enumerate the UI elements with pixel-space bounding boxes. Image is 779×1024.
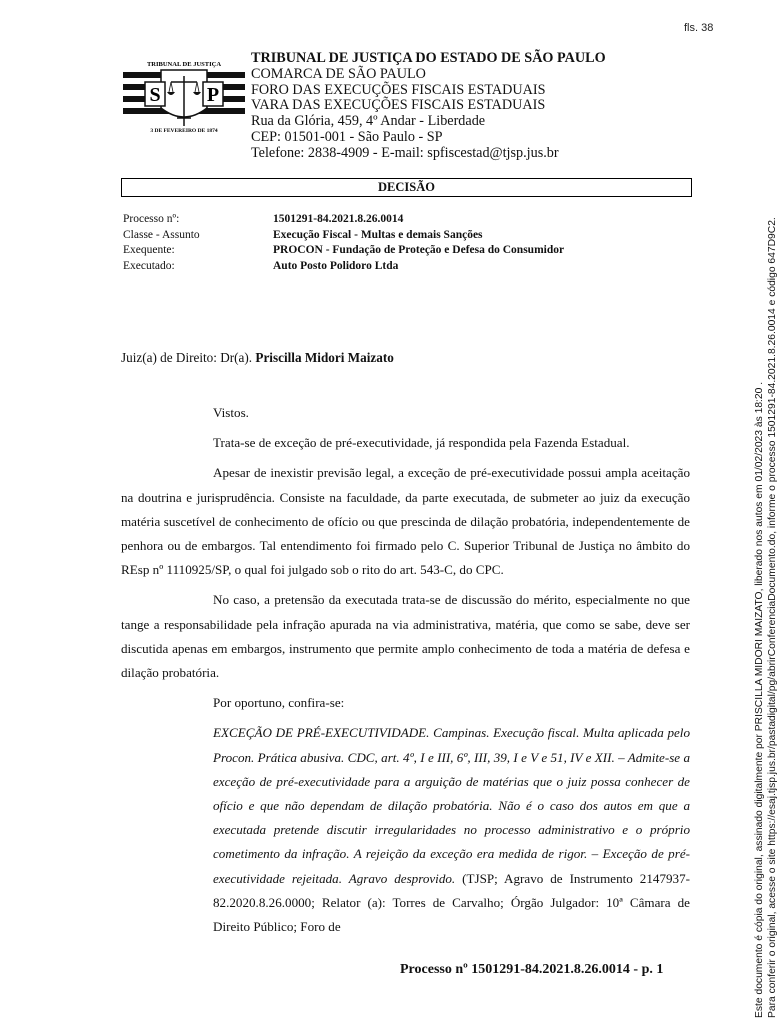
court-seal-icon <box>121 46 247 134</box>
seal-bottom-text: 3 DE FEVEREIRO DE 1874 <box>150 128 218 134</box>
court-line: FORO DAS EXECUÇÕES FISCAIS ESTADUAIS <box>251 81 546 98</box>
paragraph: Trata-se de exceção de pré-executividade, já respondida pela Fazenda Estadual. <box>213 435 630 451</box>
judge-line <box>121 350 394 366</box>
case-info-label: Exequente: <box>123 244 175 256</box>
document-title: DECISÃO <box>121 178 692 197</box>
seal-letter-left: S <box>149 84 161 106</box>
case-info-label: Classe - Assunto <box>123 228 200 241</box>
court-line: COMARCA DE SÃO PAULO <box>251 65 426 82</box>
decision-body <box>121 401 690 939</box>
page-footer: Processo nº 1501291-84.2021.8.26.0014 - p. 1 <box>400 962 664 977</box>
case-info-row <box>123 212 564 228</box>
court-line: Rua da Glória, 459, 4º Andar - Liberdade <box>251 113 486 130</box>
quote-citation: (TJSP; Agravo de Instrumento 2147937-82.2020.8.26.0000; Relator (a): Torres de Carvalho; Órgão Julgador: 10ª Câmara de Direito Público; Foro de <box>213 870 690 935</box>
case-info-row <box>123 228 564 244</box>
paragraph: Por oportuno, confira-se: <box>213 695 345 711</box>
case-info-label: Executado: <box>123 259 175 272</box>
jurisprudence-quote <box>213 721 690 939</box>
court-line: Telefone: 2838-4909 - E-mail: spfiscestad@tjsp.jus.br <box>251 144 559 161</box>
judge-prefix: Juiz(a) de Direito: Dr(a). <box>121 350 253 365</box>
case-info-label: Processo nº: <box>123 213 180 225</box>
case-info-value: PROCON - Fundação de Proteção e Defesa do Consumidor <box>273 244 565 256</box>
case-info <box>123 212 564 274</box>
paragraph: Vistos. <box>213 405 249 420</box>
paragraph: No caso, a pretensão da executada trata-se de discussão do mérito, especialmente no que tange a responsabilidade pela infração apurada na via administrativa, matéria, que como se sabe, deve ser discutida apenas em embargos, instrumento que permite amplo conhecimento de toda a matéria de defesa e dilação probatória. <box>121 592 690 681</box>
page-label: fls. 38 <box>684 22 714 34</box>
judge-name: Priscilla Midori Maizato <box>255 350 394 365</box>
case-info-row <box>123 243 564 259</box>
digital-signature-note <box>753 217 779 1018</box>
court-header <box>251 51 606 162</box>
seal-top-text: TRIBUNAL DE JUSTIÇA <box>146 61 222 68</box>
case-info-value: 1501291-84.2021.8.26.0014 <box>273 213 404 225</box>
court-line: CEP: 01501-001 - São Paulo - SP <box>251 128 443 145</box>
court-line: VARA DAS EXECUÇÕES FISCAIS ESTADUAIS <box>251 97 546 114</box>
quote-italic: EXCEÇÃO DE PRÉ-EXECUTIVIDADE. Campinas. Execução fiscal. Multa aplicada pelo Procon. Prática abusiva. CDC, art. 4º, I e III, 6º, III, 39, I e V e 51, IV e XII. – Admite-se a exceção de pré-executividade para a arguição de matérias que o juiz possa conhecer de ofício e que não dependam de dilação probatória. Não é o caso dos autos em que a executada pretende discutir irregularidades no processo administrativo e o próprio cometimento da infração. A rejeição da exceção era medida de rigor. – Exceção de pré-executividade rejeitada. Agravo desprovido. <box>213 725 690 886</box>
paragraph: Apesar de inexistir previsão legal, a exceção de pré-executividade possui ampla aceitação na doutrina e jurisprudência. Consiste na faculdade, da parte executada, de submeter ao juiz da execução matéria suscetível de conhecimento de ofício ou que prescinda de dilação probatória, independentemente de penhora ou de embargos. Tal entendimento foi firmado pelo C. Superior Tribunal de Justiça no âmbito do REsp nº 1110925/SP, o qual foi julgado sob o rito do art. 543-C, do CPC. <box>121 465 690 578</box>
verification-line: Para conferir o original, acesse o site https://esaj.tjsp.jus.br/pastadigital/pg/abrirConferenciaDocumento.do, informe o processo 1501291-84.2021.8.26.0014 e código 647D9C2. <box>767 217 778 1018</box>
case-info-value: Execução Fiscal - Multas e demais Sanções <box>273 228 483 241</box>
court-name: TRIBUNAL DE JUSTIÇA DO ESTADO DE SÃO PAULO <box>251 50 606 66</box>
seal-letter-right: P <box>206 84 220 106</box>
case-info-row <box>123 259 564 275</box>
case-info-value: Auto Posto Polidoro Ltda <box>273 259 399 272</box>
signature-line: Este documento é cópia do original, assinado digitalmente por PRISCILLA MIDORI MAIZATO, liberado nos autos em 01/02/2023 às 18:20 . <box>754 381 765 1018</box>
